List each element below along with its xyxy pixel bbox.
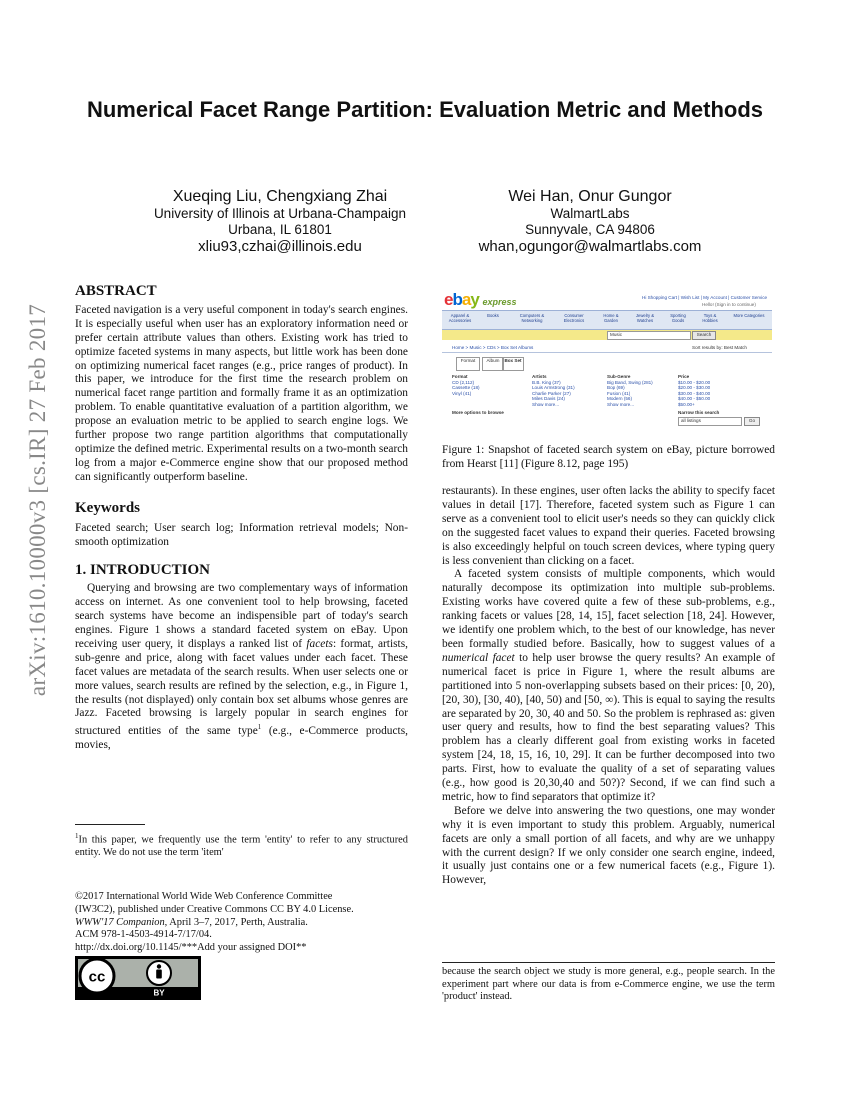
- facet-value[interactable]: Vinyl (41): [452, 390, 472, 396]
- paper-title: Numerical Facet Range Partition: Evaluation Metric and Methods: [86, 97, 764, 122]
- right-column: [442, 485, 775, 888]
- author-names: Wei Han, Onur Gungor: [508, 188, 672, 205]
- author-names: Xueqing Liu, Chengxiang Zhai: [172, 188, 388, 205]
- tab-format[interactable]: Format: [456, 357, 480, 371]
- facet-format: [452, 374, 480, 396]
- logo-letter-a: a: [461, 290, 471, 309]
- facet-value[interactable]: Louis Armstrong (31): [532, 385, 575, 391]
- facet-value[interactable]: Charlie Parker (27): [532, 390, 571, 396]
- facet-value[interactable]: Show more...: [532, 401, 560, 407]
- nav-item[interactable]: More Categories: [733, 313, 765, 318]
- nav-item[interactable]: Sporting Goods: [670, 313, 686, 323]
- express-label: express: [482, 297, 517, 307]
- numerical-facet-emphasis: numerical facet: [442, 651, 515, 664]
- facet-value[interactable]: $10.00 - $20.00: [678, 379, 711, 385]
- author-affiliation: WalmartLabs: [550, 206, 630, 221]
- cc-icon: cc: [88, 968, 106, 986]
- arxiv-identifier: [18, 300, 58, 700]
- left-column: [75, 285, 408, 753]
- facet-value[interactable]: Modern (56): [607, 396, 633, 402]
- facet-value[interactable]: CD (2,112): [452, 379, 475, 385]
- facet-artists: [532, 374, 575, 408]
- footnote-right: because the search object we study is more general, e.g., people search. In the experiment part where our data is from e-Commerce engine, we use the term 'product' instead.: [442, 966, 775, 1003]
- author-affiliation: University of Illinois at Urbana-Champaign: [153, 206, 407, 221]
- narrow-search-label: Narrow this search: [678, 410, 720, 415]
- logo-letter-b: b: [452, 290, 462, 309]
- facet-value[interactable]: Big Band, Swing (281): [607, 379, 653, 385]
- facet-value[interactable]: $50.00+: [678, 401, 695, 407]
- facet-value[interactable]: B.B. King (37): [532, 379, 561, 385]
- doi-link[interactable]: http://dx.doi.org/10.1145/***Add your assigned DOI**: [75, 942, 307, 954]
- facet-heading: Artists: [532, 374, 547, 379]
- author-block-left: [120, 188, 440, 256]
- arxiv-id-text: arXiv:1610.10000v3 [cs.IR] 27 Feb 2017: [25, 303, 50, 697]
- footnote-marker[interactable]: 1: [257, 723, 262, 732]
- search-button[interactable]: Search: [692, 331, 716, 340]
- facet-value[interactable]: Bop (69): [607, 385, 625, 391]
- more-options-label: More options to browse: [452, 410, 504, 415]
- facet-price: [678, 374, 710, 408]
- keywords-heading: Keywords: [75, 499, 140, 516]
- breadcrumb[interactable]: Home > Music > CDs > Box Set Albums: [452, 345, 534, 350]
- header-greeting: Hello! (Sign in to continue): [702, 302, 756, 307]
- figure-1-ebay-screenshot: [442, 290, 772, 438]
- facet-value[interactable]: $30.00 - $40.00: [678, 390, 711, 396]
- nav-item[interactable]: Consumer Electronics: [563, 313, 585, 323]
- divider: [442, 352, 772, 353]
- author-email: xliu93,czhai@illinois.edu: [198, 238, 362, 255]
- category-nav-bar: [442, 310, 772, 330]
- intro-paragraph-2: A faceted system consists of multiple components, which would naturally decompose its optimization into multiple sub-problems. Existing works have covered quite a few of these sub-problems, e.g., ranking facets or values [28, 14, 15], facet selection [18, 24]. However, we identify one problem which, to the best of our knowledge, has never been formally studied before. Basically, how to suggest values of a numerical facet to help user browse the query results? An example of numerical facet is price in Figure 1, where the result albums are partitioned into 5 non-overlapping subsets based on their prices: [0, 20), [20, 30), [30, 40), [40, 50) and [50, ∞). This is equal to saying the results are separated by 20, 30, 40 and 50. So the problem is rephrased as: given user query and results, how to find the best separating values? This problem has a clearly different goal from existing works in faceted system [24, 18, 15, 16, 10, 29]. It can be further decomposed into two parts. First, how to evaluate the quality of a set of separating values (e.g., how good is 20,30,40 and 50?)? Second, if we can find such a metric, how to find separators that optimize it?: [442, 568, 775, 803]
- logo-letter-e: e: [444, 290, 453, 309]
- tab-album[interactable]: Album: [482, 357, 504, 371]
- facet-value[interactable]: Miles Davis (24): [532, 396, 565, 402]
- facet-heading: Format: [452, 374, 468, 379]
- figure-1-caption: Figure 1: Snapshot of faceted search system on eBay, picture borrowed from Hearst [11] (Figure 8.12, page 195): [442, 444, 775, 470]
- facet-value[interactable]: Show more...: [607, 401, 635, 407]
- copyright-notice: ©2017 International World Wide Web Conference Committee (IW3C2), published under Creative Commons CC BY 4.0 License. WWW'17 Companion, April 3–7, 2017, Perth, Australia. ACM 978-1-4503-4914-7/17/04. http://dx.doi.org/10.1145/***Add your assigned DOI**: [75, 891, 415, 955]
- facet-sub-genre: [607, 374, 653, 408]
- header-account-links[interactable]: Hi Shopping Cart | Wish List | My Account | Customer Service: [642, 295, 768, 300]
- keywords-text: Faceted search; User search log; Information retrieval models; Non-smooth optimization: [75, 521, 408, 548]
- facet-value[interactable]: Fusion (41): [607, 390, 631, 396]
- narrow-search-go-button[interactable]: Go: [744, 417, 760, 426]
- by-label: BY: [153, 988, 165, 998]
- ebay-logo: [444, 290, 517, 310]
- facet-value[interactable]: $40.00 - $50.00: [678, 396, 711, 402]
- nav-item[interactable]: Home & Garden: [603, 313, 619, 323]
- author-address: Urbana, IL 61801: [228, 222, 332, 237]
- nav-item[interactable]: Apparel & Accessories: [448, 313, 472, 323]
- intro-paragraph-1-continued: restaurants). In these engines, user often lacks the ability to specify facet values in detail [17]. Therefore, faceted system such as Figure 1 can serve as a convenient tool to elicit user's needs so they can quickly click on the suggested facet values to expand their queries. Faceted browsing is also exceedingly helpful on touch screen devices, where typing query is less convenient than clicking on a facet.: [442, 485, 775, 567]
- nav-item[interactable]: Jewelry & Watches: [635, 313, 655, 323]
- sort-results-label: Sort results by: Best Match: [692, 345, 747, 350]
- intro-paragraph-1: Querying and browsing are two complementary ways of information access on internet. As one convenient tool to help browsing, faceted search systems have become an indispensible part of today's search engines. Figure 1 shows a standard faceted system on eBay. Upon receiving user query, it displays a ranked list of facets: format, artists, sub-genre and price, along with facet values under each facet. These facet values are metadata of the search results. When user selects one or more values, search results are refined by the selection, e.g., in Figure 1, the results (not displayed) only contain box set albums whose genres are Jazz. Faceted browsing is largely popular in search engines for structured entities of the same type$^1$ (e.g., e-Commerce products, movies,: [75, 582, 408, 752]
- facet-value[interactable]: Cassette (18): [452, 385, 480, 391]
- abstract-text: Faceted navigation is a very useful component in today's search engines. It is especially useful when user has an exploratory information need or prefer certain attribute values than others. Existing work has tried to optimize faceted systems in many aspects, but little work has been done on optimizing numerical facet ranges (e.g., price ranges of product). In this paper, we introduce for the first time the research problem on numerical facet range partition and formally frame it as an optimization problem. To enable quantitative evaluation of a partition algorithm, we propose an evaluation metric to be applied to search engine logs. We further propose two range partition algorithms that computationally optimize the defined metric. Experimental results on a two-month search log from a major e-Commerce engine show that our proposed method can significantly outperform baseline.: [75, 303, 408, 483]
- nav-item[interactable]: Toys & Hobbies: [702, 313, 718, 323]
- footnote-left: $^1$In this paper, we frequently use the term 'entity' to refer to any structured entity. We do not use the term 'item': [75, 832, 408, 859]
- author-block-right: [440, 188, 740, 256]
- intro-paragraph-3: Before we delve into answering the two questions, one may wonder why it is even important to study this problem. Arguably, numerical facets are only a small portion of all facets, and why are we unhappy with the current design? If we only consider one search engine, indeed, it usually just contains one or a few numerical facets (e.g., Figure 1). However,: [442, 804, 775, 887]
- tab-box-set[interactable]: Box Set: [502, 357, 524, 371]
- nav-item[interactable]: Books: [487, 313, 499, 318]
- author-email: whan,ogungor@walmartlabs.com: [478, 238, 702, 255]
- abstract-heading: ABSTRACT: [75, 283, 157, 299]
- facet-heading: Sub-Genre: [607, 374, 631, 379]
- footnote-rule-right: [442, 962, 775, 963]
- facet-value[interactable]: $20.00 - $30.00: [678, 385, 711, 391]
- nav-item[interactable]: Computers & Networking: [519, 313, 545, 323]
- footnote-rule: [75, 824, 145, 825]
- facet-heading: Price: [678, 374, 690, 379]
- cc-by-license-logo: [75, 956, 201, 1000]
- facets-emphasis: facets: [306, 637, 333, 650]
- author-address: Sunnyvale, CA 94806: [525, 222, 655, 237]
- narrow-search-input[interactable]: all listings: [678, 417, 742, 426]
- search-input[interactable]: Music: [607, 331, 691, 340]
- introduction-heading: 1. INTRODUCTION: [75, 562, 211, 579]
- logo-letter-y: y: [470, 290, 479, 309]
